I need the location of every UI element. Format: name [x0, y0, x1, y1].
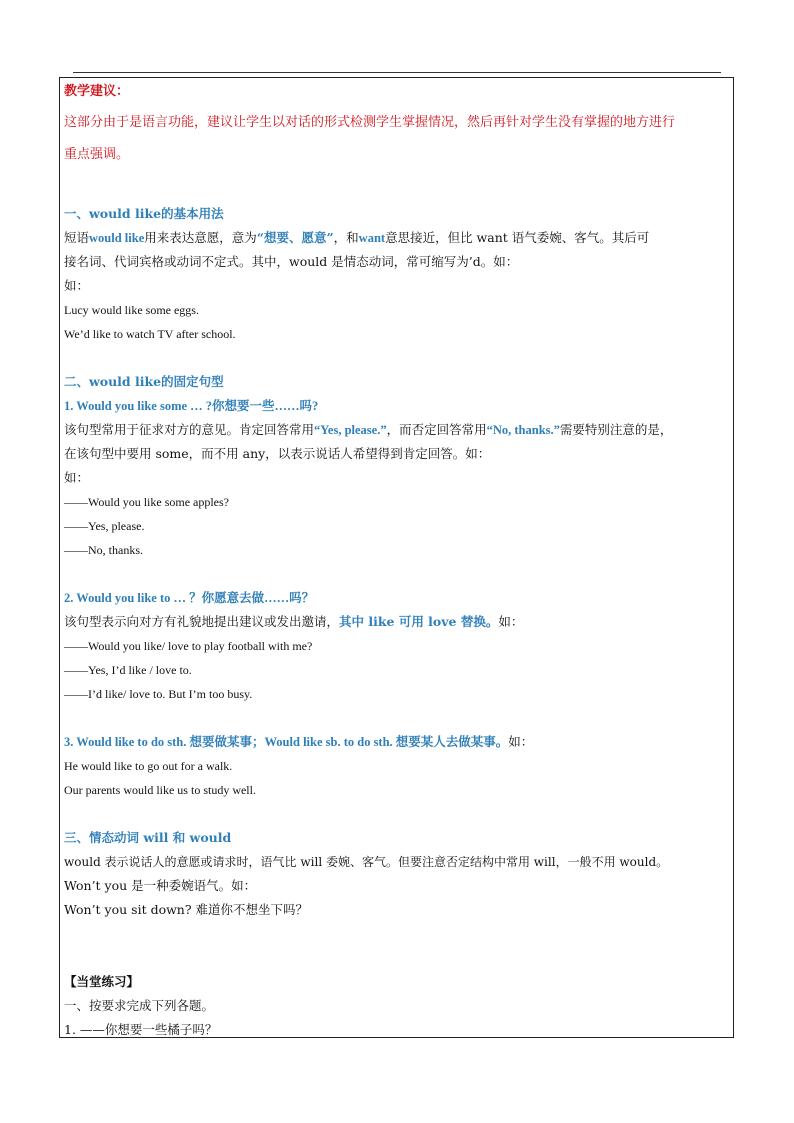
- sec1-term-want: want: [358, 231, 386, 245]
- pattern2-dialog2: ——Yes, I’d like / love to.: [64, 663, 192, 677]
- pattern1-para-line1: [64, 422, 672, 438]
- pattern3-heading: 3. Would like to do sth. 想要做某事；Would like sb. to do sth. 想要某人去做某事。: [64, 735, 509, 749]
- pattern1-ru: 如：: [64, 470, 90, 485]
- section1-ru: 如：: [64, 278, 90, 293]
- practice-heading: 【当堂练习】: [64, 974, 140, 989]
- sec1-meaning: “想要、愿意”: [256, 230, 334, 245]
- pattern2-heading: 2. Would you like to … ？你愿意去做……吗？: [64, 591, 315, 605]
- advice-heading: 教学建议：: [64, 84, 130, 99]
- sec1-term-would-like: would like: [89, 231, 145, 245]
- section3-example: Won’t you sit down? 难道你不想坐下吗？: [64, 902, 309, 917]
- pattern1-no-answer: “No, thanks.”: [486, 423, 560, 437]
- sec1-text-c: 用来表达意愿，意为: [144, 230, 257, 245]
- pattern1-text-a: 该句型常用于征求对方的意见。肯定回答常用: [64, 422, 315, 437]
- section3-heading: 三、情态动词 will 和 would: [64, 830, 232, 845]
- section1-para-line1: [64, 230, 649, 246]
- section2-heading: 二、would like的固定句型: [64, 374, 224, 389]
- practice-instruction: 一、按要求完成下列各题。: [64, 998, 215, 1013]
- pattern3-line: [64, 734, 533, 750]
- pattern3-example2: Our parents would like us to study well.: [64, 783, 256, 797]
- section3-para-line1: would 表示说话人的意愿或请求时，语气比 will 委婉、客气。但要注意否定结构中常用 will，一般不用 would。: [64, 855, 669, 869]
- pattern1-dialog1: ——Would you like some apples?: [64, 495, 230, 509]
- pattern1-yes-answer: “Yes, please.”: [314, 423, 387, 437]
- pattern1-text-c: ，而否定回答常用: [386, 422, 487, 437]
- section3-para-line2: Won’t you 是一种委婉语气。如：: [64, 878, 257, 893]
- advice-text-line2: 重点强调。: [64, 147, 130, 162]
- practice-question1: 1. ——你想要一些橘子吗？: [64, 1022, 218, 1037]
- pattern2-dialog1: ——Would you like/ love to play football with me?: [64, 639, 313, 653]
- pattern1-dialog3: ——No, thanks.: [64, 543, 143, 557]
- advice-text-line1: 这部分由于是语言功能，建议让学生以对话的形式检测学生掌握情况，然后再针对学生没有掌握的地方进行: [64, 115, 676, 130]
- pattern2-text-a: 该句型表示向对方有礼貌地提出建议或发出邀请，: [64, 614, 340, 629]
- pattern1-text-e: 需要特别注意的是，: [559, 422, 673, 437]
- pattern1-heading: 1. Would you like some … ?你想要一些……吗?: [64, 399, 319, 413]
- pattern2-like-love: 其中 like 可用 love 替换。: [339, 614, 499, 629]
- sec1-text-g: 意思接近，但比 want 语气委婉、客气。其后可: [385, 230, 650, 245]
- section1-example2: We’d like to watch TV after school.: [64, 327, 236, 341]
- pattern1-para-line2: 在该句型中要用 some，而不用 any，以表示说话人希望得到肯定回答。如：: [64, 446, 491, 461]
- pattern3-ru: 如：: [508, 734, 534, 749]
- pattern2-dialog3: ——I’d like/ love to. But I’m too busy.: [64, 687, 253, 701]
- sec1-text-e: ，和: [333, 230, 359, 245]
- pattern3-example1: He would like to go out for a walk.: [64, 759, 233, 773]
- sec1-text-a: 短语: [64, 230, 90, 245]
- section1-para-line2: 接名词、代词宾格或动词不定式。其中，would 是情态动词，常可缩写为’d。如：: [64, 254, 519, 269]
- section1-heading: 一、would like的基本用法: [64, 206, 224, 221]
- header-rule: [73, 72, 721, 73]
- section1-example1: Lucy would like some eggs.: [64, 303, 199, 317]
- pattern1-dialog2: ——Yes, please.: [64, 519, 145, 533]
- pattern2-text-c: 如：: [498, 614, 524, 629]
- pattern2-para: [64, 614, 523, 630]
